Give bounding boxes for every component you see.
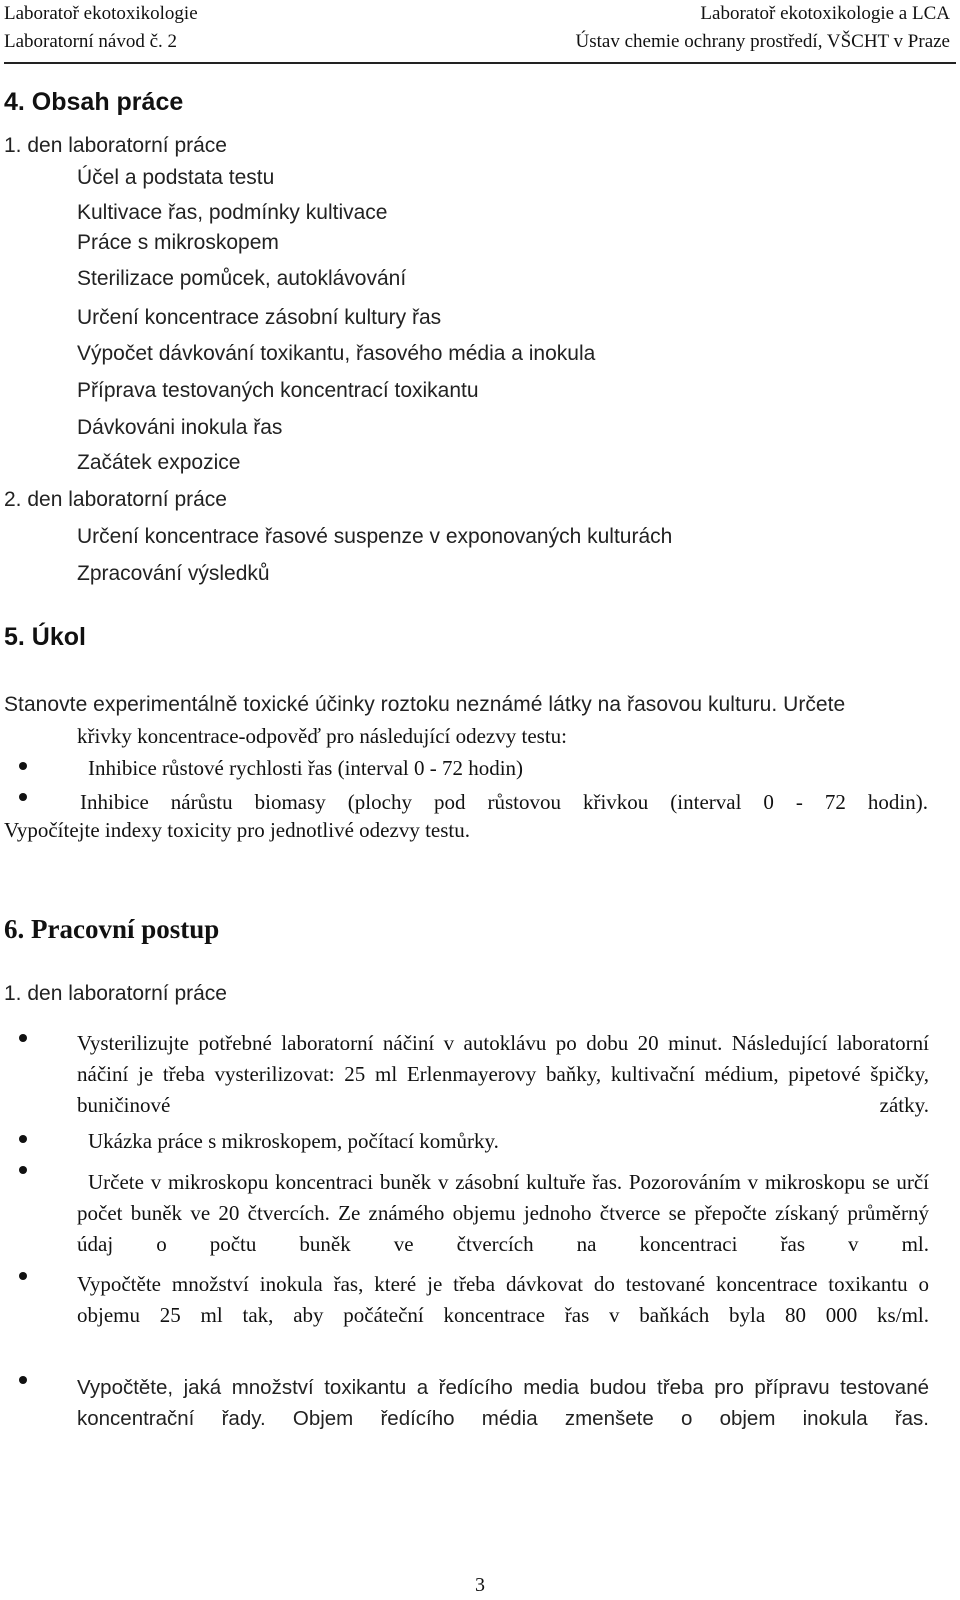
list-item: Začátek expozice [77, 451, 241, 474]
bullet-icon [19, 1376, 27, 1384]
section-5-title: 5. Úkol [4, 623, 86, 651]
list-item: Kultivace řas, podmínky kultivace [77, 201, 388, 224]
list-item: Určení koncentrace zásobní kultury řas [77, 306, 442, 329]
page-header [4, 0, 950, 66]
section-6-day1-title: 1. den laboratorní práce [4, 982, 227, 1005]
bullet-icon [19, 793, 27, 801]
procedure-step: Určete v mikroskopu koncentraci buněk v zásobní kultuře řas. Pozorováním v mikroskopu se určí počet buněk ve 20 čtvercích. Ze známého objemu jednoho čtverce se přepočte získaný průměrný údaj o počtu buněk ve čtvercích na koncentraci řas v ml. [77, 1170, 929, 1256]
list-item: Výpočet dávkování toxikantu, řasového média a inokula [77, 342, 596, 365]
list-item: Sterilizace pomůcek, autoklávování [77, 267, 407, 290]
list-item: Určení koncentrace řasové suspenze v exponovaných kulturách [77, 525, 673, 548]
procedure-step: Vypočtěte, jaká množství toxikantu a ředícího media budou třeba pro přípravu testované koncentrační řady. Objem ředícího média zmenšete o objem inokula řas. [77, 1376, 929, 1430]
section-5-intro-line2: křivky koncentrace-odpověď pro následující odezvy testu: [77, 724, 568, 748]
list-item: Dávkováni inokula řas [77, 416, 283, 439]
bullet-icon [19, 762, 27, 770]
bullet-icon [19, 1135, 27, 1143]
procedure-step: Vysterilizujte potřebné laboratorní náčiní v autoklávu po dobu 20 minut. Následující laboratorní náčiní je třeba vysterilizovat: 25 ml Erlenmayerovy baňky, kultivační médium, pipetové špičky, buničinové zátky. [77, 1031, 929, 1117]
section-6-title: 6. Pracovní postup [4, 914, 220, 944]
section-5-closing: Vypočítejte indexy toxicity pro jednotlivé odezvy testu. [4, 818, 470, 842]
list-item: Účel a podstata testu [77, 166, 275, 189]
section-5-bullet1: Inhibice růstové rychlosti řas (interval 0 - 72 hodin) [88, 756, 524, 780]
header-right-line1: Laboratoř ekotoxikologie a LCA [700, 3, 950, 24]
header-divider [4, 62, 956, 64]
header-left-line2: Laboratorní návod č. 2 [4, 31, 178, 52]
header-right-line2: Ústav chemie ochrany prostředí, VŠCHT v Praze [575, 31, 950, 52]
procedure-step: Ukázka práce s mikroskopem, počítací komůrky. [88, 1129, 499, 1153]
procedure-step: Vypočtěte množství inokula řas, které je třeba dávkovat do testované koncentrace toxikantu o objemu 25 ml tak, aby počáteční koncentrace řas v baňkách byla 80 000 ks/ml. [77, 1272, 929, 1327]
bullet-icon [19, 1272, 27, 1280]
bullet-icon [19, 1034, 27, 1042]
list-item: Práce s mikroskopem [77, 231, 279, 254]
list-item: Příprava testovaných koncentrací toxikantu [77, 379, 479, 402]
page-number: 3 [475, 1574, 485, 1596]
bullet-icon [19, 1166, 27, 1174]
section-4-day2-title: 2. den laboratorní práce [4, 488, 227, 511]
section-5-bullet2: Inhibice nárůstu biomasy (plochy pod růstovou křivkou (interval 0 - 72 hodin). [80, 790, 928, 814]
section-4-day1-title: 1. den laboratorní práce [4, 134, 227, 157]
header-left-line1: Laboratoř ekotoxikologie [4, 3, 198, 24]
section-5-intro-line1: Stanovte experimentálně toxické účinky roztoku neznámé látky na řasovou kulturu. Určete [4, 693, 846, 716]
list-item: Zpracování výsledků [77, 562, 270, 585]
section-4-title: 4. Obsah práce [4, 88, 184, 116]
